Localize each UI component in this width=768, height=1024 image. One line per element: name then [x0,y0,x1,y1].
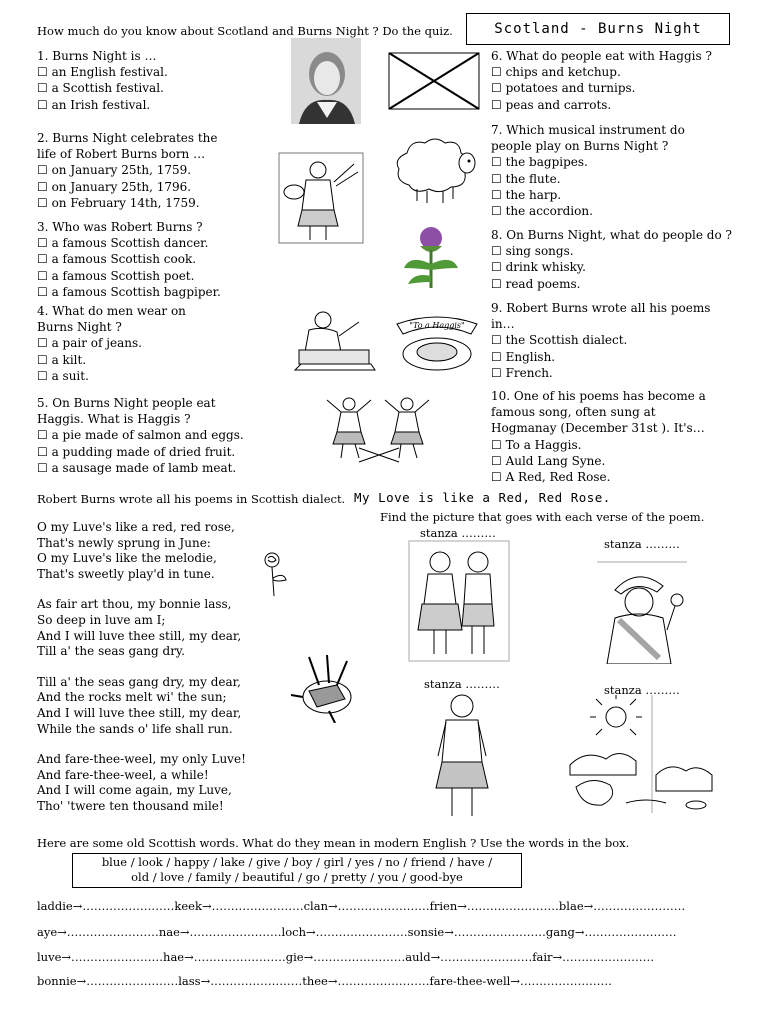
scots-word-row [37,974,612,988]
poem-text [37,520,246,830]
poem-line: Till a' the seas gang dry, my dear, [37,674,241,689]
answer-checkbox-option[interactable]: ☐ peas and carrots. [491,97,712,113]
question-q7 [491,122,685,219]
answer-checkbox-option[interactable]: ☐ a famous Scottish poet. [37,268,221,284]
answer-blank[interactable]: →…………………… [305,925,408,939]
answer-checkbox-option[interactable]: ☐ the accordion. [491,203,685,219]
answer-checkbox-option[interactable]: ☐ read poems. [491,276,732,292]
scottish-flag-image [388,52,480,110]
poem-line: And the rocks melt wi' the sun; [37,690,227,705]
poem-line: Till a' the seas gang dry. [37,644,185,659]
question-text: 9. Robert Burns wrote all his poems [491,301,711,315]
poem-line: O my Luve's like a red, red rose, [37,520,235,534]
question-text: people play on Burns Night ? [491,139,669,154]
question-text: 10. One of his poems has become a [491,389,706,403]
answer-blank[interactable]: →…………………… [430,950,533,964]
poem-stanza [37,520,246,582]
scots-word-row [37,950,654,964]
answer-checkbox-option[interactable]: ☐ a Scottish festival. [37,80,168,96]
answer-checkbox-option[interactable]: ☐ an Irish festival. [37,97,168,113]
question-text: life of Robert Burns born … [37,147,206,162]
poem-line: And fare-thee-weel, a while! [37,767,209,782]
sun-and-rocks-seaside-image [566,695,720,813]
question-text: 5. On Burns Night people eat [37,396,216,410]
poem-line: As fair art thou, my bonnie lass, [37,597,232,612]
answer-blank[interactable]: →…………………… [72,899,175,913]
stanza-label-2: stanza ……… [604,537,680,551]
svg-text:"To a Haggis": "To a Haggis" [409,321,465,330]
answer-blank[interactable]: →…………………… [179,925,282,939]
question-q5 [37,395,244,476]
answer-checkbox-option[interactable]: ☐ potatoes and turnips. [491,80,712,96]
girl-with-flower-image [597,560,687,664]
answer-blank[interactable]: →…………………… [444,925,546,939]
answer-blank[interactable]: →…………………… [510,974,612,988]
scots-word: thee [302,974,328,988]
answer-checkbox-option[interactable]: ☐ a famous Scottish bagpiper. [37,284,221,300]
poem-line: That's newly sprung in June: [37,535,211,550]
bagpiper-image [278,152,364,244]
scots-word: lass [178,974,201,988]
scots-word: gie [285,950,304,964]
to-a-haggis-image [391,306,483,376]
answer-blank[interactable]: →…………………… [61,950,164,964]
question-text: 1. Burns Night is … [37,49,157,63]
scots-word: blae [558,899,584,913]
page-title: Scotland - Burns Night [466,13,730,45]
scots-word: bonnie [37,974,77,988]
words-instruction: Here are some old Scottish words. What do they mean in modern English ? Use the words in the box. [37,836,630,850]
question-text: 6. What do people eat with Haggis ? [491,49,712,63]
scots-word: hae [163,950,185,964]
scots-word-row [37,925,677,939]
question-text: Hogmanay (December 31st ). It's… [491,421,705,436]
word-box-line-2: old / love / family / beautiful / go / pretty / you / good-bye [131,870,463,884]
question-text: in… [491,317,515,332]
answer-checkbox-option[interactable]: ☐ A Red, Red Rose. [491,469,706,485]
question-text: Burns Night ? [37,320,122,335]
answer-checkbox-option[interactable]: ☐ on February 14th, 1759. [37,195,218,211]
stanza-label-1: stanza ……… [420,526,496,540]
answer-blank[interactable]: →…………………… [184,950,286,964]
question-text: famous song, often sung at [491,405,656,420]
sheep-image [387,133,479,205]
question-text: Haggis. What is Haggis ? [37,412,191,427]
question-q8 [491,227,732,292]
boy-in-kilt-image [428,692,496,822]
answer-checkbox-option[interactable]: ☐ an English festival. [37,64,168,80]
scots-word: auld [405,950,431,964]
question-text: 7. Which musical instrument do [491,123,685,137]
scots-word: gang [545,925,575,939]
question-q3 [37,219,221,300]
poem-stanza [37,597,246,659]
scots-word: frien [429,899,458,913]
poem-intro: Robert Burns wrote all his poems in Scottish dialect. [37,492,346,506]
answer-blank[interactable]: →…………………… [552,950,655,964]
answer-blank[interactable]: →…………………… [200,974,303,988]
answer-checkbox-option[interactable]: ☐ a pudding made of dried fruit. [37,444,244,460]
scots-word: keek [174,899,202,913]
answer-checkbox-option[interactable]: ☐ drink whisky. [491,259,732,275]
answer-blank[interactable]: →…………………… [201,899,304,913]
question-text: 4. What do men wear on [37,304,186,318]
robert-burns-portrait-image [291,38,361,124]
quiz-intro: How much do you know about Scotland and Burns Night ? Do the quiz. [37,24,453,38]
scots-word: fare-thee-well [429,974,511,988]
boy-and-girl-image [408,540,510,662]
question-q10 [491,388,706,485]
poem-title: My Love is like a Red, Red Rose. [354,490,611,505]
word-box-line-1: blue / look / happy / lake / give / boy / girl / yes / no / friend / have / [101,855,493,869]
answer-checkbox-option[interactable]: ☐ a pair of jeans. [37,335,186,351]
scots-word: loch [281,925,306,939]
scots-word: clan [303,899,328,913]
scots-word: laddie [37,899,73,913]
answer-checkbox-option[interactable]: ☐ on January 25th, 1759. [37,162,218,178]
answer-checkbox-option[interactable]: ☐ the flute. [491,171,685,187]
scots-word: nae [158,925,180,939]
question-q4 [37,303,186,384]
scots-word: fair [532,950,553,964]
answer-checkbox-option[interactable]: ☐ Auld Lang Syne. [491,453,706,469]
answer-blank[interactable]: →…………………… [327,899,430,913]
poem-line: And fare-thee-weel, my only Luve! [37,752,246,767]
poem-line: And I will luve thee still, my dear, [37,628,242,643]
poem-line: And I will come again, my Luve, [37,783,232,798]
answer-checkbox-option[interactable]: ☐ the harp. [491,187,685,203]
stanza-label-3: stanza ……… [424,677,500,691]
answer-checkbox-option[interactable]: ☐ the bagpipes. [491,154,685,170]
question-q6 [491,48,712,113]
find-picture-instruction: Find the picture that goes with each verse of the poem. [380,510,705,524]
poem-line: Tho' 'twere ten thousand mile! [37,798,224,813]
answer-checkbox-option[interactable]: ☐ a suit. [37,368,186,384]
stanza-label-4: stanza ……… [604,683,680,697]
answer-checkbox-option[interactable]: ☐ English. [491,349,710,365]
answer-checkbox-option[interactable]: ☐ French. [491,365,710,381]
poem-line: O my Luve's like the melodie, [37,551,217,566]
answer-checkbox-option[interactable]: ☐ the Scottish dialect. [491,332,710,348]
question-q9 [491,300,710,381]
burns-writing-image [289,306,377,372]
question-text: 2. Burns Night celebrates the [37,131,218,145]
answer-checkbox-option[interactable]: ☐ chips and ketchup. [491,64,712,80]
answer-checkbox-option[interactable]: ☐ a kilt. [37,352,186,368]
question-q2 [37,130,218,211]
poem-line: So deep in luve am I; [37,612,166,627]
answer-checkbox-option[interactable]: ☐ To a Haggis. [491,437,706,453]
scots-word-row [37,899,685,913]
scots-word: luve [37,950,62,964]
answer-blank[interactable]: →…………………… [57,925,159,939]
answer-blank[interactable]: →…………………… [76,974,179,988]
answer-blank[interactable]: →…………………… [457,899,559,913]
question-text: 8. On Burns Night, what do people do ? [491,228,732,242]
answer-blank[interactable]: →…………………… [327,974,430,988]
answer-checkbox-option[interactable]: ☐ sing songs. [491,243,732,259]
answer-checkbox-option[interactable]: ☐ a famous Scottish cook. [37,251,221,267]
answer-checkbox-option[interactable]: ☐ a pie made of salmon and eggs. [37,427,244,443]
poem-stanza [37,752,246,814]
answer-blank[interactable]: →…………………… [303,950,406,964]
thistle-image [400,224,462,290]
highland-dancers-image [319,392,439,464]
bagpipes-image [289,655,367,723]
scots-word: sonsie [407,925,445,939]
answer-blank[interactable]: →…………………… [583,899,686,913]
answer-checkbox-option[interactable]: ☐ on January 25th, 1796. [37,179,218,195]
answer-checkbox-option[interactable]: ☐ a famous Scottish dancer. [37,235,221,251]
question-text: 3. Who was Robert Burns ? [37,220,203,234]
answer-checkbox-option[interactable]: ☐ a sausage made of lamb meat. [37,460,244,476]
word-box [72,853,522,888]
scots-word: aye [37,925,58,939]
poem-stanza [37,675,246,737]
poem-line: While the sands o' life shall run. [37,721,233,736]
rose-image [258,550,290,598]
poem-line: And I will luve thee still, my dear, [37,705,242,720]
question-q1 [37,48,168,113]
poem-line: That's sweetly play'd in tune. [37,566,215,581]
answer-blank[interactable]: →…………………… [574,925,677,939]
